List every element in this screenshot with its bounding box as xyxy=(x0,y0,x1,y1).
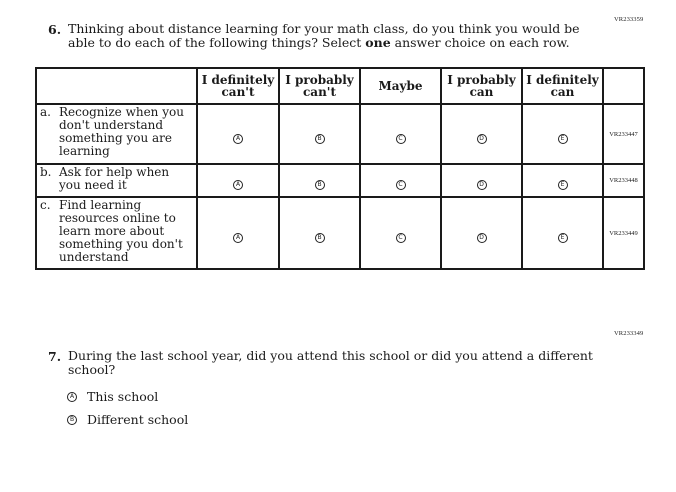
table-row xyxy=(36,104,644,164)
answer-bubble-c-A[interactable]: A xyxy=(233,233,243,243)
question-6-text xyxy=(68,22,580,50)
question-7-text-line2: school? xyxy=(68,362,116,377)
column-header-line2: can't xyxy=(302,85,337,99)
column-header-line1: I definitely xyxy=(526,73,599,87)
option-bubble-B[interactable]: B xyxy=(67,415,77,425)
column-header-line2: can't xyxy=(221,85,255,99)
column-header-line1: I definitely xyxy=(201,73,275,87)
question-7-text xyxy=(68,349,593,377)
column-header-line2: can xyxy=(469,85,494,99)
column-header-line2: can xyxy=(550,85,575,99)
answer-bubble-c-B[interactable]: B xyxy=(315,233,325,243)
row-letter: b. xyxy=(40,165,52,179)
answer-bubble-a-B[interactable]: B xyxy=(315,134,325,144)
question-6-code: VR233359 xyxy=(614,16,644,23)
answer-bubble-c-C[interactable]: C xyxy=(396,233,406,243)
row-code: VR233449 xyxy=(603,197,644,269)
question-6-text-line2 xyxy=(68,36,580,50)
grid-code-header-cell xyxy=(603,68,644,104)
answer-bubble-c-D[interactable]: D xyxy=(477,233,487,243)
answer-bubble-a-E[interactable]: E xyxy=(558,134,568,144)
column-header-line1: I probably xyxy=(447,73,516,87)
row-label-c xyxy=(36,197,197,269)
column-header-definitely-cant xyxy=(197,68,279,104)
option-bubble-A[interactable]: A xyxy=(67,392,77,402)
question-7-code: VR233349 xyxy=(614,330,644,337)
row-text: Find learning resources online to learn more about something you don't understand xyxy=(59,198,183,264)
row-code: VR233447 xyxy=(603,104,644,164)
column-header-line1: I probably xyxy=(285,73,354,87)
table-row xyxy=(36,164,644,197)
answer-bubble-a-D[interactable]: D xyxy=(477,134,487,144)
column-header-line1: Maybe xyxy=(378,79,423,93)
column-header-maybe xyxy=(360,68,441,104)
row-text: Recognize when you don't understand something you are learning xyxy=(59,105,184,158)
answer-bubble-b-A[interactable]: A xyxy=(233,180,243,190)
grid-header-row xyxy=(36,68,644,104)
option-different-school[interactable] xyxy=(67,412,188,427)
grid-corner-cell xyxy=(36,68,197,104)
row-label-b xyxy=(36,164,197,197)
option-label: Different school xyxy=(87,412,189,427)
option-label: This school xyxy=(87,389,159,404)
column-header-definitely-can xyxy=(522,68,603,104)
question-6-text-post: answer choice on each row. xyxy=(390,35,570,50)
table-row xyxy=(36,197,644,269)
answer-bubble-b-C[interactable]: C xyxy=(396,180,406,190)
answer-bubble-b-E[interactable]: E xyxy=(558,180,568,190)
row-code: VR233448 xyxy=(603,164,644,197)
answer-bubble-a-A[interactable]: A xyxy=(233,134,243,144)
question-6-grid xyxy=(35,67,645,270)
column-header-probably-cant xyxy=(279,68,360,104)
row-text: Ask for help when you need it xyxy=(59,165,170,192)
option-this-school[interactable] xyxy=(67,389,158,404)
row-letter: a. xyxy=(40,105,51,119)
question-6-text-bold: one xyxy=(365,35,391,50)
answer-bubble-b-D[interactable]: D xyxy=(477,180,487,190)
answer-bubble-a-C[interactable]: C xyxy=(396,134,406,144)
column-header-probably-can xyxy=(441,68,522,104)
answer-bubble-b-B[interactable]: B xyxy=(315,180,325,190)
question-6-text-pre: able to do each of the following things? Select xyxy=(68,35,366,50)
answer-bubble-c-E[interactable]: E xyxy=(558,233,568,243)
question-6-text-line1: Thinking about distance learning for your math class, do you think you would be xyxy=(68,21,580,36)
question-6-number: 6. xyxy=(48,22,62,37)
question-7-text-line1: During the last school year, did you attend this school or did you attend a different xyxy=(68,348,593,363)
question-7-number: 7. xyxy=(48,349,62,364)
row-letter: c. xyxy=(40,198,51,212)
row-label-a xyxy=(36,104,197,164)
